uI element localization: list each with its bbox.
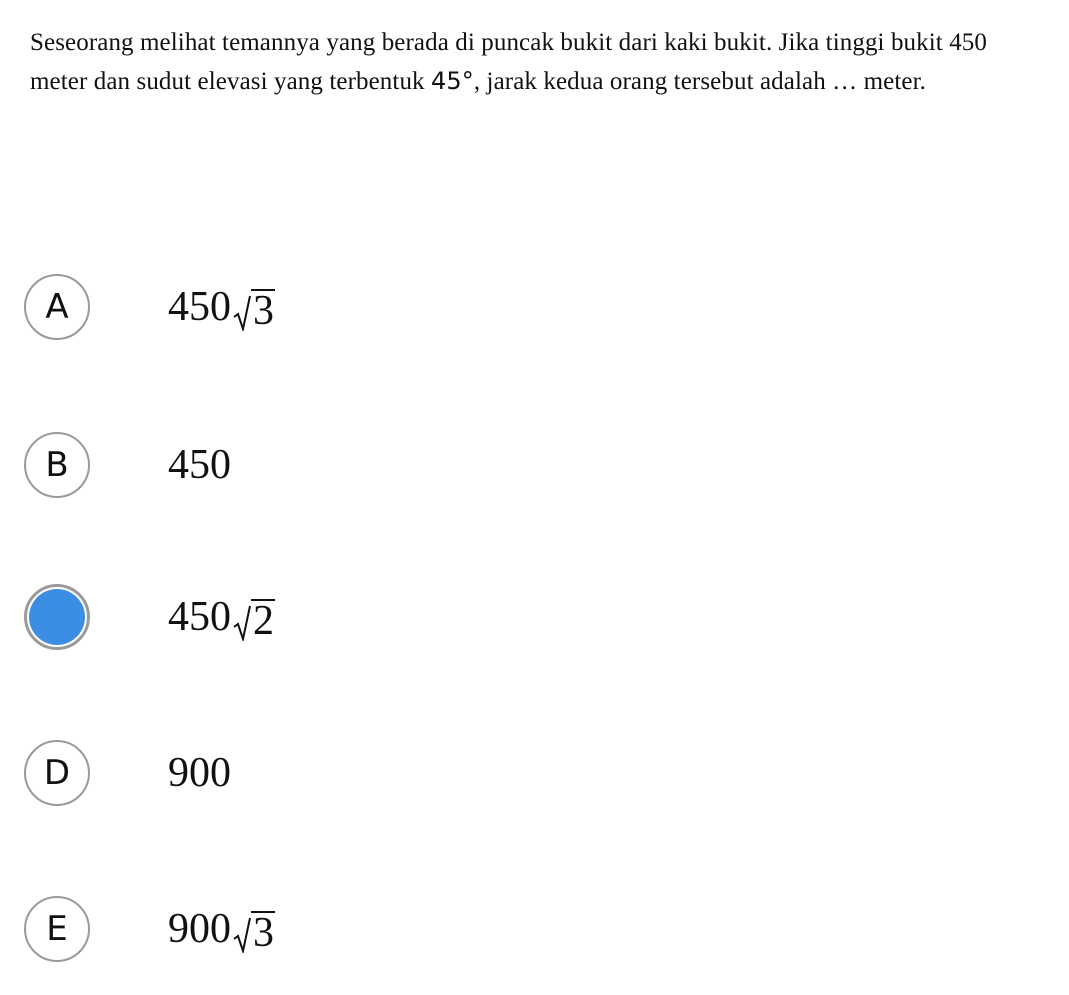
question-text [30, 24, 1042, 101]
option-b-radio[interactable] [24, 432, 90, 498]
option-e[interactable] [24, 893, 524, 965]
option-e-value [168, 905, 275, 956]
option-e-coefficient: 900 [168, 906, 231, 952]
option-c-radicand: 2 [253, 598, 274, 644]
option-d-coefficient: 900 [168, 750, 231, 796]
radical-sign-icon [233, 917, 251, 953]
option-a-letter: A [45, 287, 69, 327]
option-b-value [168, 441, 231, 489]
option-a-coefficient: 450 [168, 284, 231, 330]
option-e-letter: E [46, 909, 68, 949]
option-e-radio[interactable] [24, 896, 90, 962]
selected-dot-icon [29, 589, 85, 645]
option-c-coefficient: 450 [168, 594, 231, 640]
option-a-radicand: 3 [253, 288, 274, 334]
option-d[interactable] [24, 737, 524, 809]
option-c-value [168, 593, 275, 644]
question-text-after: , jarak kedua orang tersebut adalah … meter. [473, 68, 926, 95]
option-e-radicand: 3 [253, 910, 274, 956]
option-d-letter: D [43, 753, 71, 793]
option-a[interactable] [24, 271, 524, 343]
question-text-before: Seseorang melihat temannya yang berada di puncak bukit dari kaki bukit. Jika tinggi bukit 450 meter dan sudut elevasi yang terbentuk [30, 29, 987, 95]
radical-sign-icon [233, 605, 251, 641]
option-d-value [168, 749, 231, 797]
option-e-sqrt [233, 910, 275, 956]
option-a-radio[interactable] [24, 274, 90, 340]
option-c-sqrt [233, 598, 275, 644]
elevation-angle: 45° [431, 67, 474, 95]
option-a-value [168, 283, 275, 334]
option-b[interactable] [24, 429, 524, 501]
option-b-letter: B [45, 445, 69, 485]
option-a-sqrt [233, 288, 275, 334]
option-d-radio[interactable] [24, 740, 90, 806]
option-b-coefficient: 450 [168, 442, 231, 488]
radical-sign-icon [233, 295, 251, 331]
option-c-radio-selected[interactable] [24, 584, 90, 650]
option-c[interactable] [24, 581, 524, 653]
